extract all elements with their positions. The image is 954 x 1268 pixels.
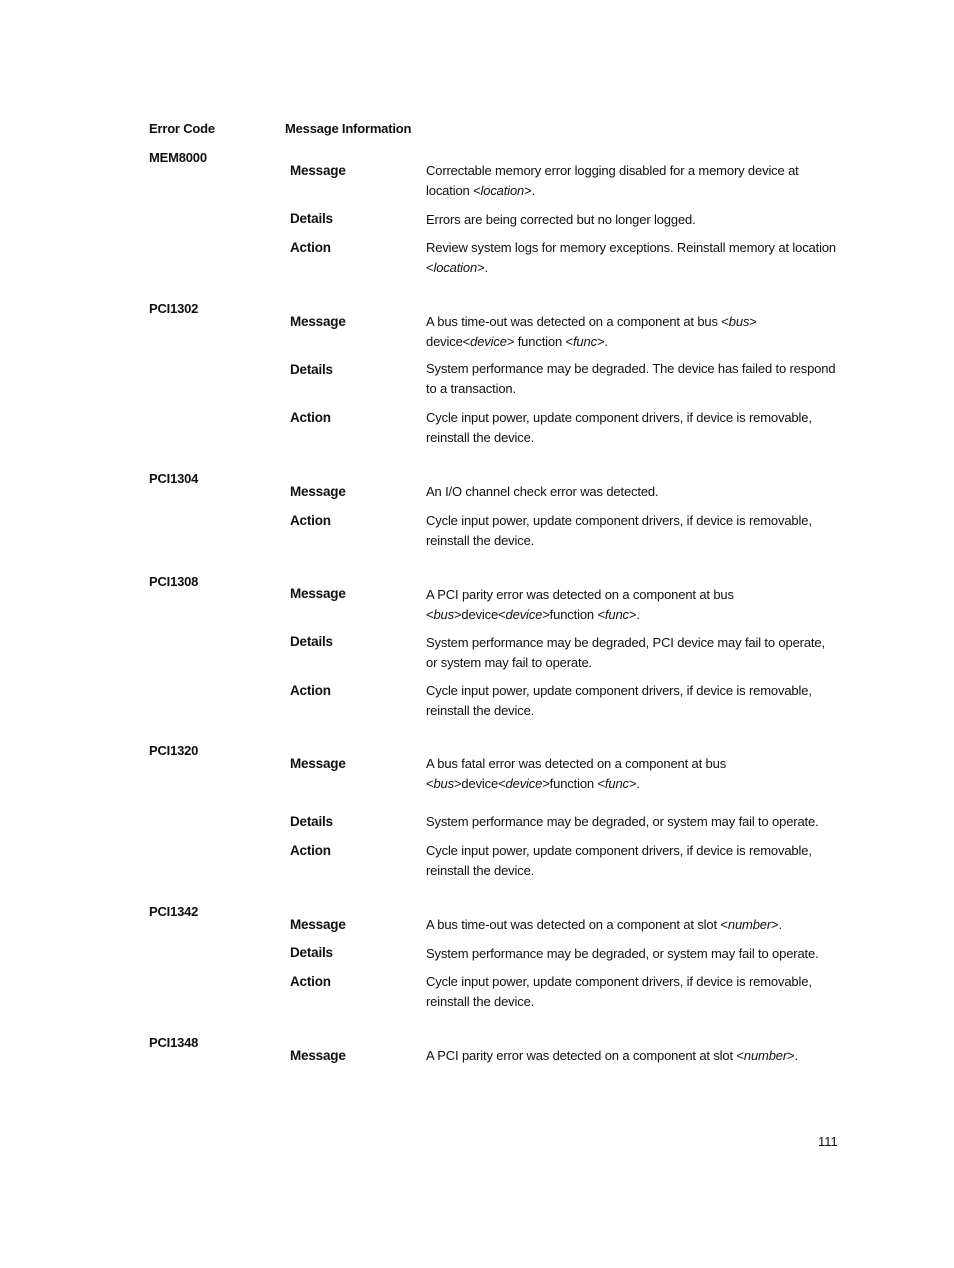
- field-label-message: Message: [290, 917, 346, 932]
- error-code-label: PCI1302: [149, 301, 199, 316]
- placeholder-variable: number: [743, 1048, 788, 1063]
- text-segment: A bus fatal error was detected on a component at bus <: [426, 756, 727, 791]
- field-label-details: Details: [290, 211, 333, 226]
- field-label-details: Details: [290, 814, 333, 829]
- text-segment: Cycle input power, update component drivers, if device is removable, reinstall the device.: [426, 513, 812, 548]
- field-label-message: Message: [290, 163, 346, 178]
- placeholder-variable: func: [604, 606, 629, 622]
- placeholder-variable: bus: [433, 775, 454, 791]
- text-segment: >.: [524, 182, 536, 198]
- field-label-action: Action: [290, 683, 331, 698]
- field-label-action: Action: [290, 513, 331, 528]
- text-segment: >function <: [542, 606, 605, 622]
- text-segment: >.: [596, 333, 608, 349]
- field-value-action: [426, 681, 836, 720]
- text-segment: >.: [477, 259, 488, 275]
- field-label-details: Details: [290, 945, 333, 960]
- field-value-details: [426, 812, 836, 832]
- field-label-action: Action: [290, 974, 331, 989]
- text-segment: > device<: [426, 314, 757, 349]
- field-value-details: [426, 210, 836, 230]
- text-segment: >.: [787, 1048, 798, 1063]
- text-segment: >.: [628, 606, 640, 622]
- text-segment: System performance may be degraded. The device has failed to respond to a transaction.: [426, 361, 836, 396]
- field-label-action: Action: [290, 240, 331, 255]
- text-segment: >device<: [453, 606, 506, 622]
- field-value-details: [426, 944, 836, 964]
- placeholder-variable: func: [572, 333, 597, 349]
- text-segment: Cycle input power, update component drivers, if device is removable, reinstall the device.: [426, 683, 812, 718]
- field-label-message: Message: [290, 314, 346, 329]
- field-value-details: [426, 359, 836, 398]
- column-header-error-code: Error Code: [149, 121, 215, 136]
- text-segment: System performance may be degraded, PCI device may fail to operate, or system may fail to operate.: [426, 635, 825, 670]
- placeholder-variable: location: [433, 259, 478, 275]
- error-code-label: PCI1348: [149, 1035, 199, 1050]
- field-label-message: Message: [290, 484, 346, 499]
- field-label-message: Message: [290, 1048, 346, 1063]
- field-value-action: [426, 238, 836, 277]
- error-code-label: PCI1342: [149, 904, 199, 919]
- error-code-label: MEM8000: [149, 150, 207, 165]
- text-segment: >.: [628, 775, 640, 791]
- error-code-label: PCI1308: [149, 574, 199, 589]
- error-code-label: PCI1320: [149, 743, 199, 758]
- field-label-message: Message: [290, 756, 346, 771]
- text-segment: System performance may be degraded, or system may fail to operate.: [426, 814, 819, 829]
- field-value-action: [426, 841, 836, 880]
- field-value-message: [426, 482, 836, 502]
- placeholder-variable: location: [480, 182, 525, 198]
- field-value-message: [426, 585, 836, 624]
- text-segment: >function <: [542, 775, 605, 791]
- field-value-message: [426, 754, 836, 793]
- placeholder-variable: device: [505, 775, 543, 791]
- field-label-details: Details: [290, 634, 333, 649]
- placeholder-variable: device: [505, 606, 543, 622]
- field-value-action: [426, 511, 836, 550]
- field-value-message: [426, 312, 836, 351]
- field-label-message: Message: [290, 586, 346, 601]
- text-segment: >.: [771, 917, 782, 932]
- text-segment: A PCI parity error was detected on a component at bus <: [426, 587, 734, 622]
- page-number: 111: [818, 1134, 838, 1149]
- text-segment: Cycle input power, update component drivers, if device is removable, reinstall the device.: [426, 974, 812, 1009]
- text-segment: A bus time-out was detected on a component at slot <: [426, 917, 728, 932]
- text-segment: Cycle input power, update component drivers, if device is removable, reinstall the device.: [426, 843, 812, 878]
- field-value-action: [426, 972, 836, 1011]
- field-label-details: Details: [290, 362, 333, 377]
- placeholder-variable: bus: [728, 314, 750, 329]
- field-label-action: Action: [290, 410, 331, 425]
- placeholder-variable: bus: [433, 606, 454, 622]
- placeholder-variable: number: [727, 917, 772, 932]
- field-value-action: [426, 408, 836, 447]
- text-segment: Review system logs for memory exceptions. Reinstall memory at location <: [426, 240, 836, 275]
- field-label-action: Action: [290, 843, 331, 858]
- text-segment: Correctable memory error logging disabled for a memory device at location <: [426, 163, 799, 198]
- field-value-message: [426, 161, 836, 200]
- text-segment: >device<: [453, 775, 506, 791]
- text-segment: An I/O channel check error was detected.: [426, 484, 659, 499]
- text-segment: > function <: [506, 333, 573, 349]
- field-value-message: [426, 1046, 836, 1066]
- column-header-message-information: Message Information: [285, 121, 412, 136]
- placeholder-variable: device: [470, 333, 507, 349]
- text-segment: A bus time-out was detected on a component at bus <: [426, 314, 729, 329]
- field-value-message: [426, 915, 836, 935]
- text-segment: Cycle input power, update component drivers, if device is removable, reinstall the device.: [426, 410, 812, 445]
- text-segment: A PCI parity error was detected on a component at slot <: [426, 1048, 744, 1063]
- placeholder-variable: func: [604, 775, 629, 791]
- text-segment: System performance may be degraded, or system may fail to operate.: [426, 946, 819, 961]
- text-segment: Errors are being corrected but no longer logged.: [426, 212, 696, 227]
- field-value-details: [426, 633, 836, 672]
- error-code-label: PCI1304: [149, 471, 199, 486]
